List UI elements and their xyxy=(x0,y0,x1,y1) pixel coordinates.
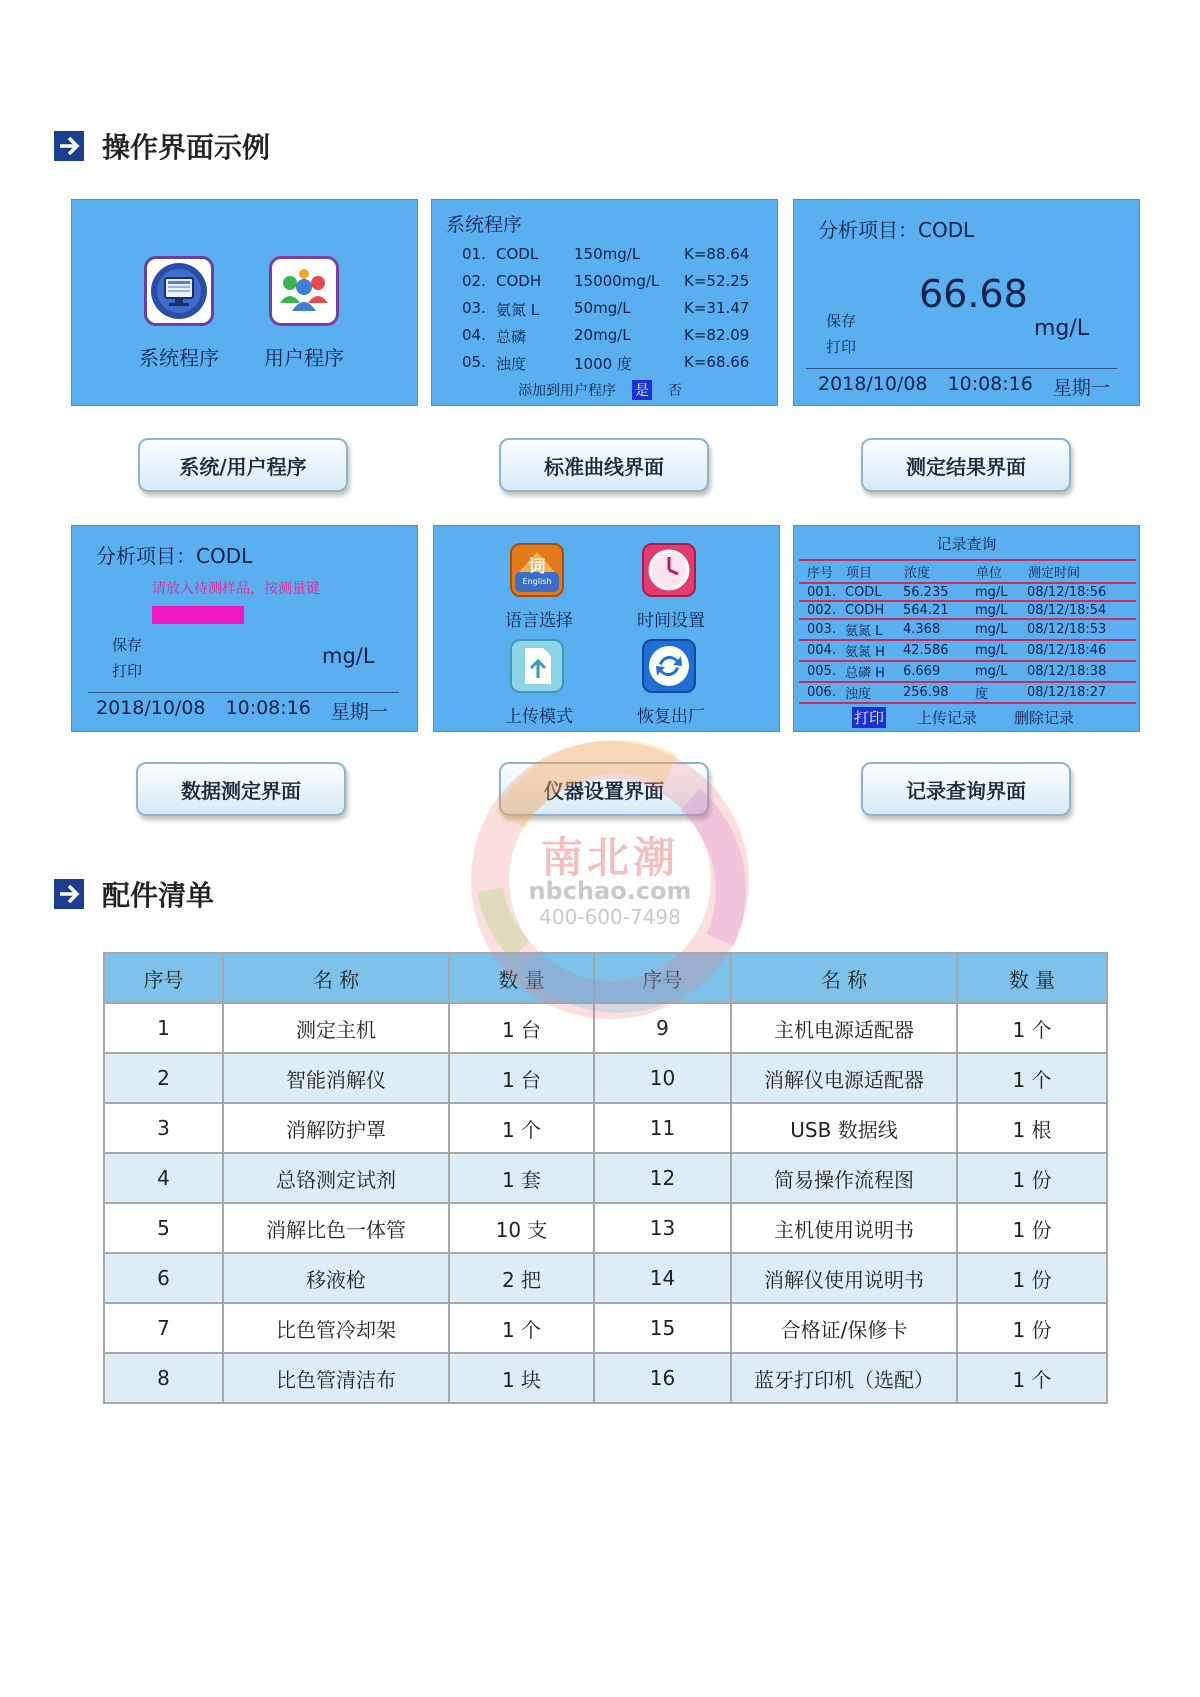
record-cell: 08/12/18:53 xyxy=(1027,619,1136,640)
upload-records-button[interactable]: 上传记录 xyxy=(917,709,978,727)
parts-header: 名 称 xyxy=(731,953,957,1003)
records-header: 测定时间 xyxy=(1027,560,1136,583)
table-cell: 1 个 xyxy=(449,1103,594,1153)
screen-program-list xyxy=(431,199,778,406)
table-cell: 1 块 xyxy=(449,1353,594,1403)
row-no: 04. xyxy=(462,326,486,344)
table-cell: 10 xyxy=(594,1053,731,1103)
row-k: K=68.66 xyxy=(684,353,750,371)
watermark-phone: 400-600-7498 xyxy=(539,905,681,929)
table-cell: 4 xyxy=(104,1153,223,1203)
parts-header: 名 称 xyxy=(223,953,449,1003)
record-row[interactable] xyxy=(799,640,1136,661)
parts-header: 数 量 xyxy=(449,953,594,1003)
records-table xyxy=(799,559,1136,704)
table-row xyxy=(104,1253,1107,1303)
row-name: CODH xyxy=(496,272,542,290)
table-cell: 11 xyxy=(594,1103,731,1153)
parts-header: 数 量 xyxy=(957,953,1107,1003)
program-row[interactable] xyxy=(462,245,749,263)
record-row[interactable] xyxy=(799,682,1136,703)
setting-label-restore: 恢复出厂 xyxy=(637,707,705,727)
section-title-parts-list xyxy=(54,874,214,914)
row-range: 1000 度 xyxy=(574,355,632,373)
table-cell: 智能消解仪 xyxy=(223,1053,449,1103)
table-cell: 1 套 xyxy=(449,1153,594,1203)
program-row[interactable] xyxy=(462,299,749,320)
table-cell: 15 xyxy=(594,1303,731,1353)
insert-sample-prompt: 请放入待测样品，按测量键 xyxy=(152,581,320,597)
caption-result-interface: 测定结果界面 xyxy=(861,438,1071,492)
arrow-icon xyxy=(54,131,84,161)
table-row xyxy=(104,1153,1107,1203)
table-cell: 消解仪电源适配器 xyxy=(731,1053,957,1103)
record-cell: 浊度 xyxy=(845,682,903,703)
record-cell: 度 xyxy=(975,682,1027,703)
weekday-text: 星期一 xyxy=(1052,377,1110,399)
table-cell: 12 xyxy=(594,1153,731,1203)
table-cell: 蓝牙打印机（选配） xyxy=(731,1353,957,1403)
records-header: 项目 xyxy=(845,560,903,583)
language-icon-sub: English xyxy=(522,577,552,586)
no-option[interactable]: 否 xyxy=(668,383,682,399)
row-name: CODL xyxy=(496,245,539,263)
record-cell: 256.98 xyxy=(903,682,975,703)
row-range: 50mg/L xyxy=(574,299,631,317)
record-cell: 003. xyxy=(799,619,845,640)
row-no: 03. xyxy=(462,299,486,317)
screen-result xyxy=(793,199,1140,406)
table-cell: 消解比色一体管 xyxy=(223,1203,449,1253)
table-row xyxy=(104,1053,1107,1103)
row-name: 氨氮 L xyxy=(496,301,540,319)
record-cell: 005. xyxy=(799,661,845,682)
table-cell: 13 xyxy=(594,1203,731,1253)
record-cell: 56.235 xyxy=(903,583,975,601)
caption-settings-interface: 仪器设置界面 xyxy=(499,762,709,816)
table-cell: 2 xyxy=(104,1053,223,1103)
record-cell: 4.368 xyxy=(903,619,975,640)
result-unit: mg/L xyxy=(322,644,375,668)
table-cell: 3 xyxy=(104,1103,223,1153)
parts-header-row xyxy=(104,953,1107,1003)
table-cell: 9 xyxy=(594,1003,731,1053)
table-cell: 主机电源适配器 xyxy=(731,1003,957,1053)
record-cell: 006. xyxy=(799,682,845,703)
analysis-item-title: 分析项目：CODL xyxy=(818,218,975,242)
datetime-bar xyxy=(818,373,1110,400)
restore-icon[interactable] xyxy=(641,638,697,694)
language-icon[interactable] xyxy=(509,542,565,598)
record-cell: CODL xyxy=(845,583,903,601)
table-cell: 1 xyxy=(104,1003,223,1053)
table-row xyxy=(104,1353,1107,1403)
table-cell: 1 份 xyxy=(957,1203,1107,1253)
record-cell: 总磷 H xyxy=(845,661,903,682)
table-row xyxy=(104,1103,1107,1153)
record-row[interactable] xyxy=(799,583,1136,601)
setting-label-language: 语言选择 xyxy=(505,611,573,631)
table-cell: 比色管冷却架 xyxy=(223,1303,449,1353)
record-cell: mg/L xyxy=(975,661,1027,682)
record-cell: 08/12/18:56 xyxy=(1027,583,1136,601)
table-cell: 简易操作流程图 xyxy=(731,1153,957,1203)
date-text: 2018/10/08 xyxy=(818,373,928,395)
print-button[interactable]: 打印 xyxy=(826,338,857,356)
print-records-button[interactable]: 打印 xyxy=(854,709,885,727)
users-icon[interactable] xyxy=(269,256,339,326)
record-cell: 氨氮 L xyxy=(845,619,903,640)
row-no: 05. xyxy=(462,353,486,371)
record-cell: mg/L xyxy=(975,583,1027,601)
parts-header: 序号 xyxy=(104,953,223,1003)
record-cell: mg/L xyxy=(975,640,1027,661)
table-cell: 总铬测定试剂 xyxy=(223,1153,449,1203)
screen-title: 系统程序 xyxy=(446,214,523,236)
table-row xyxy=(104,1203,1107,1253)
section-title-ui-examples xyxy=(54,126,270,166)
print-button[interactable]: 打印 xyxy=(112,662,143,680)
upload-icon[interactable] xyxy=(509,638,565,694)
record-cell: CODH xyxy=(845,601,903,619)
table-cell: 移液枪 xyxy=(223,1253,449,1303)
table-cell: 16 xyxy=(594,1353,731,1403)
section-title-text: 配件清单 xyxy=(102,879,215,912)
table-cell: 比色管清洁布 xyxy=(223,1353,449,1403)
row-no: 01. xyxy=(462,245,486,263)
row-range: 150mg/L xyxy=(574,245,641,263)
screen-records xyxy=(793,525,1140,732)
prompt-text: 添加到用户程序 xyxy=(518,383,616,399)
row-range: 20mg/L xyxy=(574,326,631,344)
table-cell: 1 根 xyxy=(957,1103,1107,1153)
table-cell: 测定主机 xyxy=(223,1003,449,1053)
record-cell: 004. xyxy=(799,640,845,661)
caption-records-interface: 记录查询界面 xyxy=(861,762,1071,816)
table-cell: 8 xyxy=(104,1353,223,1403)
table-cell: 2 把 xyxy=(449,1253,594,1303)
record-cell: 002. xyxy=(799,601,845,619)
row-k: K=52.25 xyxy=(684,272,750,290)
save-button[interactable]: 保存 xyxy=(826,312,857,330)
weekday-text: 星期一 xyxy=(330,701,388,723)
records-header-row xyxy=(799,560,1136,583)
table-cell: 1 个 xyxy=(957,1053,1107,1103)
table-cell: 1 个 xyxy=(957,1003,1107,1053)
table-cell: 10 支 xyxy=(449,1203,594,1253)
language-icon-glyph: 词 xyxy=(528,557,546,577)
table-cell: 消解仪使用说明书 xyxy=(731,1253,957,1303)
arrow-icon xyxy=(54,879,84,909)
table-cell: 1 份 xyxy=(957,1253,1107,1303)
record-cell: mg/L xyxy=(975,619,1027,640)
program-row[interactable] xyxy=(462,326,749,347)
row-name: 总磷 xyxy=(496,328,527,346)
table-cell: 1 个 xyxy=(957,1353,1107,1403)
table-cell: 14 xyxy=(594,1253,731,1303)
record-cell: 08/12/18:54 xyxy=(1027,601,1136,619)
monitor-icon[interactable] xyxy=(144,256,214,326)
record-cell: 001. xyxy=(799,583,845,601)
clock-icon[interactable] xyxy=(641,542,697,598)
screen-settings xyxy=(433,525,780,732)
datetime-bar xyxy=(96,697,388,724)
yes-option[interactable]: 是 xyxy=(632,380,652,400)
progress-bar xyxy=(152,606,244,624)
table-cell: USB 数据线 xyxy=(731,1103,957,1153)
watermark-site: nbchao.com xyxy=(528,877,692,905)
analysis-item-title: 分析项目：CODL xyxy=(96,544,253,568)
record-row[interactable] xyxy=(799,601,1136,619)
table-cell: 5 xyxy=(104,1203,223,1253)
table-row xyxy=(104,1003,1107,1053)
record-cell: 08/12/18:38 xyxy=(1027,661,1136,682)
table-cell: 1 台 xyxy=(449,1053,594,1103)
table-cell: 6 xyxy=(104,1253,223,1303)
table-cell: 1 个 xyxy=(449,1303,594,1353)
parts-header: 序号 xyxy=(594,953,731,1003)
row-no: 02. xyxy=(462,272,486,290)
record-cell: 氨氮 H xyxy=(845,640,903,661)
time-text: 10:08:16 xyxy=(225,697,311,719)
table-row xyxy=(104,1303,1107,1353)
table-cell: 1 台 xyxy=(449,1003,594,1053)
records-title: 记录查询 xyxy=(936,535,997,553)
records-header: 浓度 xyxy=(903,560,975,583)
row-k: K=82.09 xyxy=(684,326,750,344)
divider xyxy=(88,692,399,693)
parts-table xyxy=(103,952,1108,1404)
row-k: K=88.64 xyxy=(684,245,750,263)
program-row[interactable] xyxy=(462,272,749,290)
caption-measurement-interface: 数据测定界面 xyxy=(136,762,346,816)
save-button[interactable]: 保存 xyxy=(112,636,143,654)
divider xyxy=(806,368,1117,369)
table-cell: 1 份 xyxy=(957,1153,1107,1203)
table-cell: 合格证/保修卡 xyxy=(731,1303,957,1353)
watermark-cn: 南北潮 xyxy=(540,833,679,882)
records-header: 序号 xyxy=(799,560,845,583)
record-cell: 08/12/18:46 xyxy=(1027,640,1136,661)
setting-label-upload: 上传模式 xyxy=(505,707,573,727)
record-cell: mg/L xyxy=(975,601,1027,619)
record-cell: 08/12/18:27 xyxy=(1027,682,1136,703)
table-cell: 消解防护罩 xyxy=(223,1103,449,1153)
result-value: 66.68 xyxy=(919,272,1028,316)
record-cell: 564.21 xyxy=(903,601,975,619)
screen-measurement xyxy=(71,525,418,732)
time-text: 10:08:16 xyxy=(947,373,1033,395)
record-cell: 6.669 xyxy=(903,661,975,682)
table-cell: 1 份 xyxy=(957,1303,1107,1353)
program-label-system: 系统程序 xyxy=(139,346,219,370)
program-row[interactable] xyxy=(462,353,749,374)
table-cell: 7 xyxy=(104,1303,223,1353)
caption-curve-interface: 标准曲线界面 xyxy=(499,438,709,492)
result-unit: mg/L xyxy=(1034,316,1090,341)
records-header: 单位 xyxy=(975,560,1027,583)
add-to-user-prompt xyxy=(518,380,682,400)
date-text: 2018/10/08 xyxy=(96,697,206,719)
table-cell: 主机使用说明书 xyxy=(731,1203,957,1253)
row-name: 浊度 xyxy=(496,355,527,373)
screen-program-select xyxy=(71,199,418,406)
record-cell: 42.586 xyxy=(903,640,975,661)
record-row[interactable] xyxy=(799,619,1136,640)
caption-program-interface: 系统/用户程序 xyxy=(138,438,348,492)
delete-records-button[interactable]: 删除记录 xyxy=(1014,709,1075,727)
setting-label-time: 时间设置 xyxy=(637,611,705,631)
record-row[interactable] xyxy=(799,661,1136,682)
row-k: K=31.47 xyxy=(684,299,750,317)
section-title-text: 操作界面示例 xyxy=(102,131,271,164)
program-label-user: 用户程序 xyxy=(264,346,344,370)
row-range: 15000mg/L xyxy=(574,272,660,290)
